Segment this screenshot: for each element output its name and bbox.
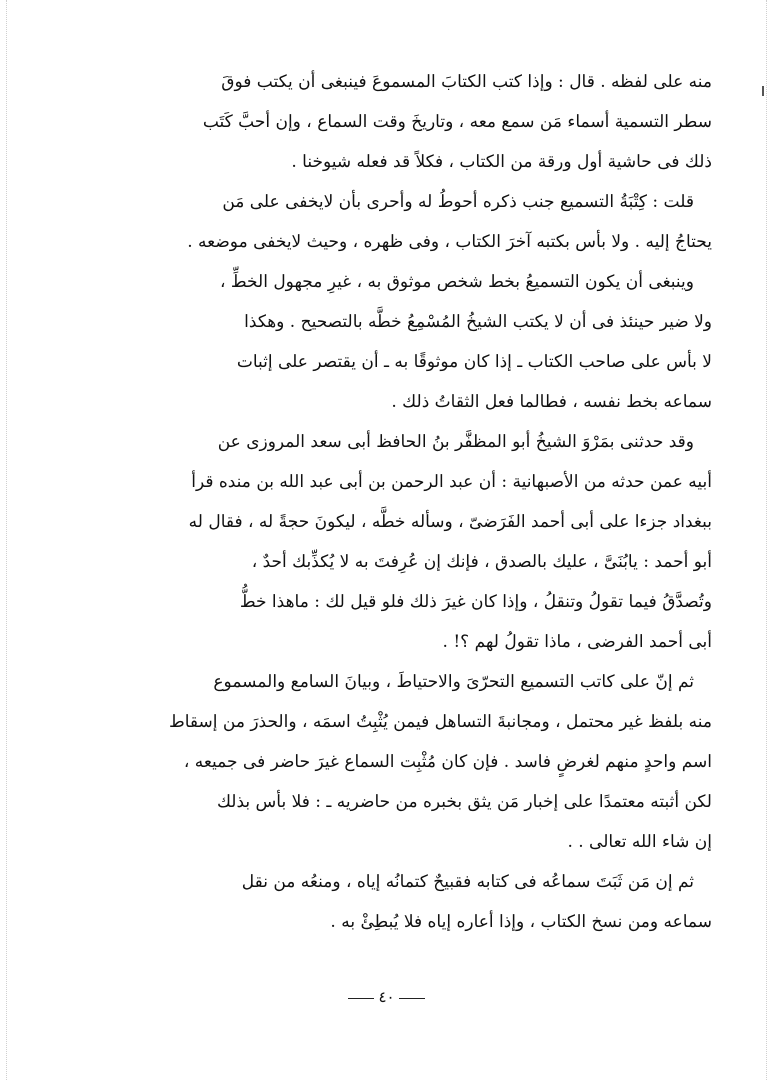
scan-edge-right: [766, 0, 767, 1080]
scan-edge-left: [6, 0, 7, 1080]
page-number-value: ٤٠: [378, 988, 395, 1006]
text-line: ثم إن مَن ثَبَتَ سماعُه فى كتابه فقبيحٌ كتمانُه إياه ، ومنعُه من نقل: [241, 872, 694, 892]
text-line: إن شاء الله تعالى . .: [567, 832, 712, 852]
page-number-dash: [399, 998, 425, 999]
text-line: ببغداد جزءا على أبى أحمد الفَرَضىّ ، وسأله خطَّه ، ليكونَ حجةً له ، فقال له: [188, 512, 712, 532]
text-line: أبيه عمن حدثه من الأصبهانية : أن عبد الرحمن بن أبى عبد الله بن منده قرأ: [191, 472, 712, 492]
text-line: يحتاجُ إليه . ولا بأس بكتبه آخرَ الكتاب ، وفى ظهره ، وحيث لايخفى موضعه .: [187, 232, 712, 252]
text-line: اسم واحدٍ منهم لغرضٍ فاسد . فإن كان مُثْبِت السماع غيرَ حاضر فى جميعه ،: [183, 752, 712, 772]
text-line: منه بلفظ غير محتمل ، ومجانبةَ التساهل فيمن يُثْبِتُ اسمَه ، والحذرَ من إسقاط: [169, 712, 712, 732]
text-line: أبى أحمد الفرضى ، ماذا تقولُ لهم ؟! .: [442, 632, 712, 652]
margin-mark: [762, 86, 764, 96]
text-line: سطر التسمية أسماء مَن سمع معه ، وتاريخَ وقت السماع ، وإن أحبَّ كَتَب: [202, 112, 712, 132]
text-line: سماعه بخط نفسه ، فطالما فعل الثقاتُ ذلك .: [391, 392, 712, 412]
text-line: وقد حدثنى بمَرْوَ الشيخُ أبو المظفَّر بنُ الحافظ أبى سعد المروزى عن: [217, 432, 694, 452]
text-line: قلت : كِتْبَةُ التسميع جنب ذكره أحوطُ له وأحرى بأن لايخفى على مَن: [222, 192, 694, 212]
text-line: وتُصدَّقُ فيما تقولُ وتنقلُ ، وإذا كان غيرَ ذلك فلو قيل لك : ماهذا خطُّ: [239, 592, 712, 612]
page-number-dash: [348, 998, 374, 999]
text-line: سماعه ومن نسخ الكتاب ، وإذا أعاره إياه فلا يُبطِئْ به .: [330, 912, 712, 932]
text-line: لكن أثبته معتمدًا على إخبار مَن يثق بخبره من حاضريه ـ : فلا بأس بذلك: [216, 792, 712, 812]
text-line: منه على لفظه . قال : وإذا كتب الكتابَ المسموعَ فينبغى أن يكتب فوقَ: [221, 72, 712, 92]
text-line: ولا ضير حينئذ فى أن لا يكتب الشيخُ المُسْمِعُ خطَّه بالتصحيح . وهكذا: [244, 312, 712, 332]
body-text: [92, 62, 712, 942]
text-line: ذلك فى حاشية أول ورقة من الكتاب ، فكلاً قد فعله شيوخنا .: [291, 152, 712, 172]
text-line: وينبغى أن يكون التسميعُ بخط شخص موثوق به ، غيرِ مجهول الخطِّ ،: [220, 272, 694, 292]
text-line: لا بأس على صاحب الكتاب ـ إذا كان موثوقًا به ـ أن يقتصر على إثبات: [236, 352, 712, 372]
page-number: [0, 988, 773, 1006]
text-line: أبو أحمد : يابُنَىَّ ، عليك بالصدق ، فإنك إن عُرِفتَ به لا يُكذِّبك أحدٌ ،: [251, 552, 712, 572]
text-line: ثم إنّ على كاتب التسميع التحرّىَ والاحتياطَ ، وبيانَ السامع والمسموع: [213, 672, 694, 692]
